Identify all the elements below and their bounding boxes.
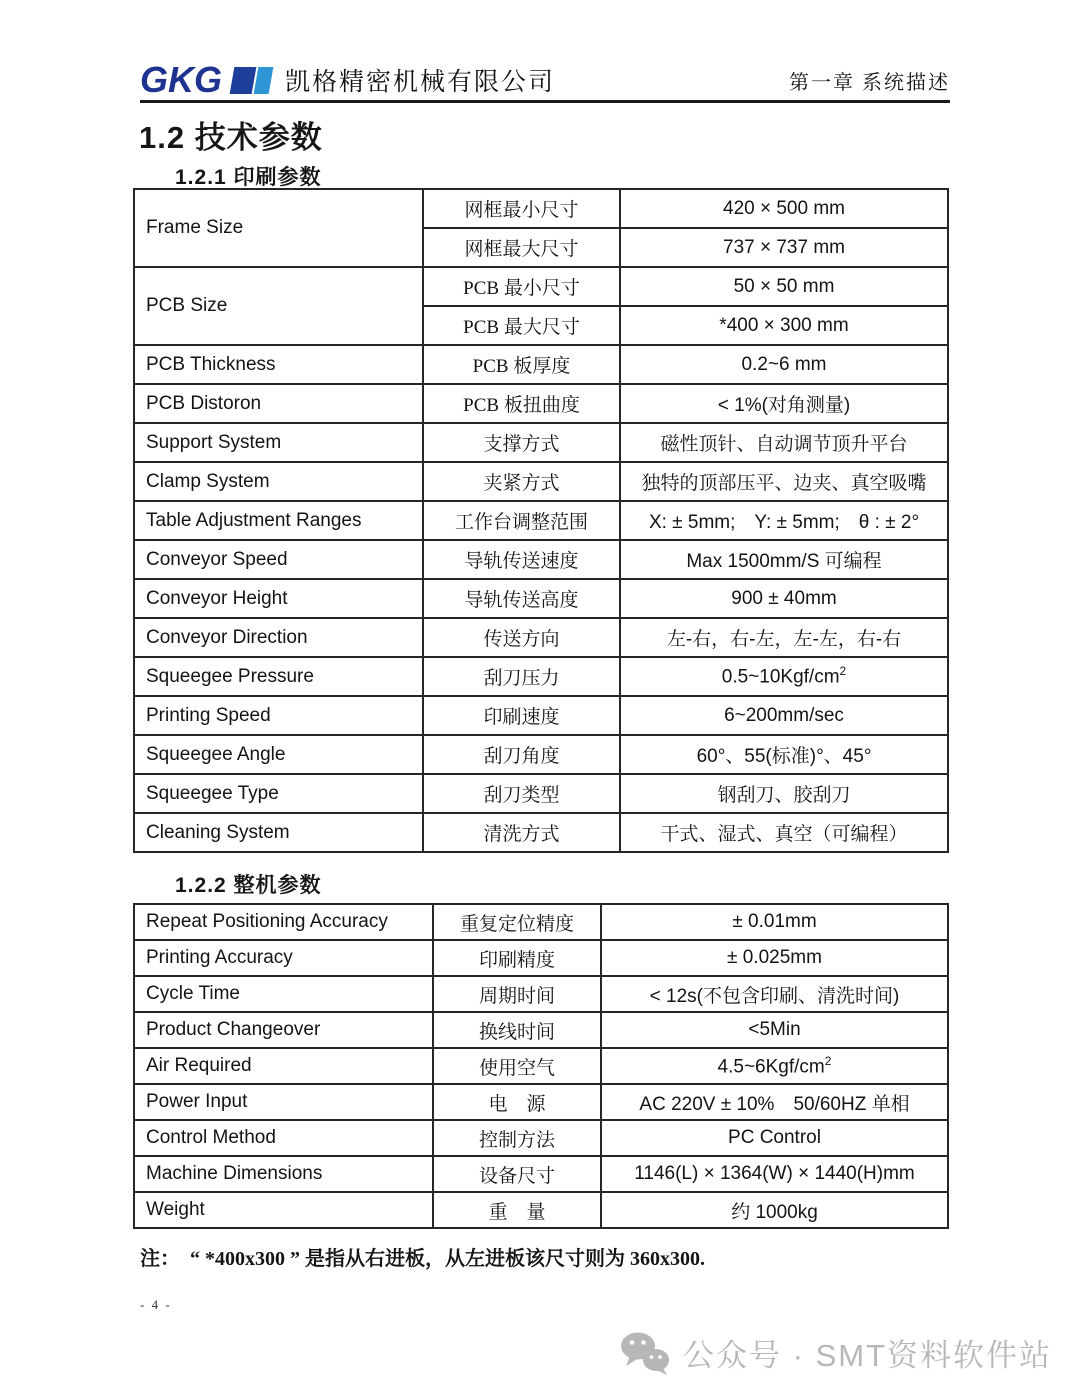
param-value: 1146(L) × 1364(W) × 1440(H)mm (601, 1156, 948, 1192)
table-row (134, 267, 948, 306)
param-name-en: Cycle Time (134, 976, 433, 1012)
param-name-zh: 周期时间 (433, 976, 601, 1012)
param-name-en: Product Changeover (134, 1012, 433, 1048)
param-value: 干式、湿式、真空（可编程） (620, 813, 948, 852)
table-row (134, 976, 948, 1012)
param-value: AC 220V ± 10% 50/60HZ 单相 (601, 1084, 948, 1120)
param-name-zh: 控制方法 (433, 1120, 601, 1156)
param-name-en: Printing Accuracy (134, 940, 433, 976)
gkg-logo: GKG (140, 59, 223, 100)
param-name-en: Frame Size (134, 189, 423, 267)
param-name-en: Air Required (134, 1048, 433, 1084)
table-row (134, 579, 948, 618)
param-value: 磁性顶针、自动调节顶升平台 (620, 423, 948, 462)
param-value: < 12s(不包含印刷、清洗时间) (601, 976, 948, 1012)
param-name-zh: 工作台调整范围 (423, 501, 620, 540)
param-value: 60°、55(标准)°、45° (620, 735, 948, 774)
table-row (134, 384, 948, 423)
table-row (134, 1084, 948, 1120)
param-value: 钢刮刀、胶刮刀 (620, 774, 948, 813)
table-row (134, 345, 948, 384)
param-value: <5Min (601, 1012, 948, 1048)
param-name-en: Clamp System (134, 462, 423, 501)
param-name-zh: 传送方向 (423, 618, 620, 657)
table-row (134, 501, 948, 540)
footnote: 注： “ *400x300 ” 是指从右进板，从左进板该尺寸则为 360x300. (140, 1248, 705, 1270)
table-row (134, 774, 948, 813)
table-row (134, 696, 948, 735)
param-name-en: Repeat Positioning Accuracy (134, 904, 433, 940)
param-name-zh: 支撑方式 (423, 423, 620, 462)
param-value: ± 0.01mm (601, 904, 948, 940)
wechat-icon (619, 1331, 671, 1375)
table-row (134, 940, 948, 976)
param-name-en: Cleaning System (134, 813, 423, 852)
table-row (134, 1048, 948, 1084)
param-name-zh: 重复定位精度 (433, 904, 601, 940)
param-name-en: Power Input (134, 1084, 433, 1120)
param-value: 0.2~6 mm (620, 345, 948, 384)
param-name-zh: 使用空气 (433, 1048, 601, 1084)
header-rule (140, 100, 950, 103)
param-name-en: Printing Speed (134, 696, 423, 735)
param-name-zh: 导轨传送高度 (423, 579, 620, 618)
param-name-en: PCB Distoron (134, 384, 423, 423)
param-value: *400 × 300 mm (620, 306, 948, 345)
param-name-en: Control Method (134, 1120, 433, 1156)
param-value: 左-右，右-左，左-左，右-右 (620, 618, 948, 657)
param-name-en: Squeegee Angle (134, 735, 423, 774)
param-name-zh: 重 量 (433, 1192, 601, 1228)
param-value: $0.5\sim 10Kgf/cm^2$ (620, 657, 948, 696)
param-value: 900 ± 40mm (620, 579, 948, 618)
param-value: 420 × 500 mm (620, 189, 948, 228)
table-row (134, 423, 948, 462)
table-row (134, 1120, 948, 1156)
section-title: 1.2 技术参数 (139, 120, 323, 155)
param-name-en: Squeegee Pressure (134, 657, 423, 696)
param-name-zh: 刮刀类型 (423, 774, 620, 813)
subsection-title-printing-params: 1.2.1 印刷参数 (175, 166, 322, 189)
param-value: Max 1500mm/S 可编程 (620, 540, 948, 579)
param-name-en: Machine Dimensions (134, 1156, 433, 1192)
table-row (134, 904, 948, 940)
param-name-zh: PCB 板扭曲度 (423, 384, 620, 423)
page-number: - 4 - (140, 1297, 172, 1312)
table-row (134, 618, 948, 657)
param-name-zh: 夹紧方式 (423, 462, 620, 501)
company-name: 凯格精密机械有限公司 (285, 69, 556, 96)
param-value: 6~200mm/sec (620, 696, 948, 735)
param-name-zh: 网框最大尺寸 (423, 228, 620, 267)
param-value: X: ± 5mm; Y: ± 5mm; θ : ± 2° (620, 501, 948, 540)
param-name-en: Weight (134, 1192, 433, 1228)
param-value: 737 × 737 mm (620, 228, 948, 267)
param-value: 独特的顶部压平、边夹、真空吸嘴 (620, 462, 948, 501)
param-name-zh: 清洗方式 (423, 813, 620, 852)
machine-parameters-table (133, 903, 949, 1229)
table-row (134, 1156, 948, 1192)
param-name-zh: 刮刀角度 (423, 735, 620, 774)
param-name-en: Squeegee Type (134, 774, 423, 813)
printing-parameters-table (133, 188, 949, 853)
param-value: ± 0.025mm (601, 940, 948, 976)
param-value: 约 1000kg (601, 1192, 948, 1228)
table-row (134, 540, 948, 579)
param-name-en: Support System (134, 423, 423, 462)
param-name-zh: 换线时间 (433, 1012, 601, 1048)
param-name-zh: PCB 板厚度 (423, 345, 620, 384)
param-name-zh: PCB 最大尺寸 (423, 306, 620, 345)
watermark-text: 公众号 · SMT资料软件站 (683, 1338, 1052, 1373)
table-row (134, 462, 948, 501)
param-value: 50 × 50 mm (620, 267, 948, 306)
param-name-zh: 刮刀压力 (423, 657, 620, 696)
subsection-title-machine-params: 1.2.2 整机参数 (175, 874, 322, 897)
param-name-zh: 印刷速度 (423, 696, 620, 735)
param-name-en: PCB Thickness (134, 345, 423, 384)
table-row (134, 735, 948, 774)
watermark (619, 1330, 1052, 1375)
chapter-title: 第一章 系统描述 (789, 71, 950, 94)
param-name-zh: 印刷精度 (433, 940, 601, 976)
param-value: PC Control (601, 1120, 948, 1156)
param-name-en: Conveyor Speed (134, 540, 423, 579)
param-value: < 1%(对角测量) (620, 384, 948, 423)
table-row (134, 813, 948, 852)
param-name-zh: 网框最小尺寸 (423, 189, 620, 228)
param-name-en: Conveyor Height (134, 579, 423, 618)
param-name-zh: PCB 最小尺寸 (423, 267, 620, 306)
table-row (134, 189, 948, 228)
param-value: $4.5\sim 6Kgf/cm^2$ (601, 1048, 948, 1084)
param-name-zh: 导轨传送速度 (423, 540, 620, 579)
param-name-zh: 设备尺寸 (433, 1156, 601, 1192)
gkg-logo-mark-icon (230, 67, 274, 94)
param-name-en: Conveyor Direction (134, 618, 423, 657)
table-row (134, 1012, 948, 1048)
param-name-en: PCB Size (134, 267, 423, 345)
table-row (134, 657, 948, 696)
page-header (140, 59, 950, 100)
param-name-zh: 电 源 (433, 1084, 601, 1120)
table-row (134, 1192, 948, 1228)
param-name-en: Table Adjustment Ranges (134, 501, 423, 540)
